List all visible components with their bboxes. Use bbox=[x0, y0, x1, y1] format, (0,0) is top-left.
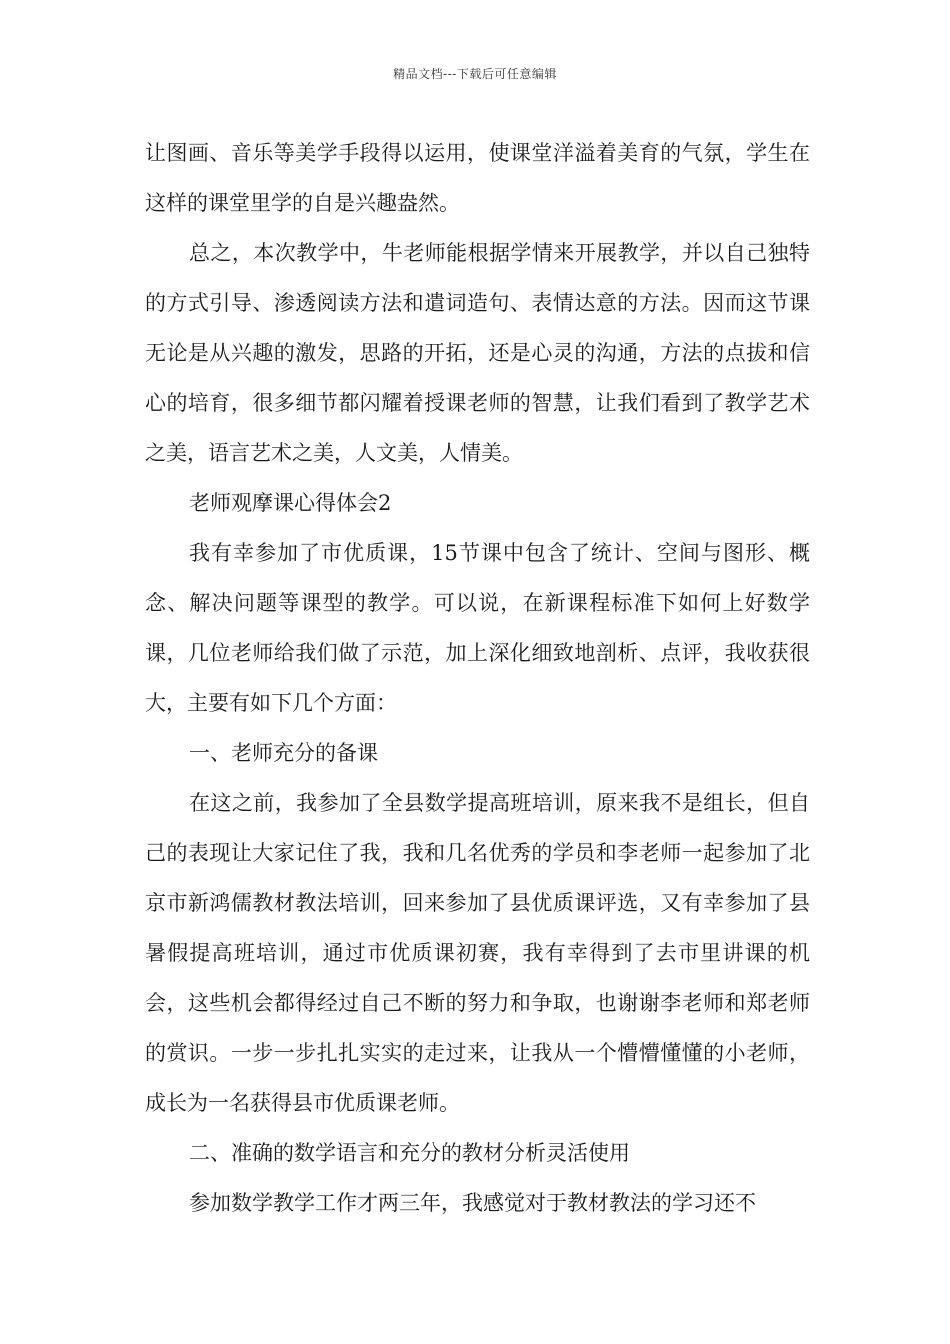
section-heading: 一、老师充分的备课 bbox=[189, 741, 378, 765]
paragraph: 参加数学教学工作才两三年，我感觉对于教材教法的学习还不 bbox=[189, 1191, 756, 1215]
document-body bbox=[145, 128, 810, 1228]
page-header: 精品文档---下载后可任意编辑 bbox=[393, 67, 557, 81]
section-heading: 二、准确的数学语言和充分的教材分析灵活使用 bbox=[189, 1141, 630, 1165]
paragraph: 在这之前，我参加了全县数学提高班培训，原来我不是组长，但自己的表现让大家记住了我，我和几名优秀的学员和李老师一起参加了北京市新鸿儒教材教法培训，回来参加了县优质课评选，又有幸参加了县暑假提高班培训，通过市优质课初赛，我有幸得到了去市里讲课的机会，这些机会都得经过自己不断的努力和争取，也谢谢李老师和郑老师的赏识。一步一步扎扎实实的走过来，让我从一个懵懵懂懂的小老师，成长为一名获得县市优质课老师。 bbox=[145, 791, 810, 1115]
paragraph: 让图画、音乐等美学手段得以运用，使课堂洋溢着美育的气氛，学生在这样的课堂里学的自是兴趣盎然。 bbox=[145, 141, 810, 215]
paragraph: 我有幸参加了市优质课，15节课中包含了统计、空间与图形、概念、解决问题等课型的教学。可以说，在新课程标准下如何上好数学课，几位老师给我们做了示范，加上深化细致地剖析、点评，我收获很大，主要有如下几个方面： bbox=[145, 541, 810, 715]
section-title: 老师观摩课心得体会2 bbox=[189, 491, 392, 515]
paragraph: 总之，本次教学中，牛老师能根据学情来开展教学，并以自己独特的方式引导、渗透阅读方法和遣词造句、表情达意的方法。因而这节课无论是从兴趣的激发，思路的开拓，还是心灵的沟通，方法的点拔和信心的培育，很多细节都闪耀着授课老师的智慧，让我们看到了教学艺术之美，语言艺术之美，人文美，人情美。 bbox=[145, 241, 810, 465]
